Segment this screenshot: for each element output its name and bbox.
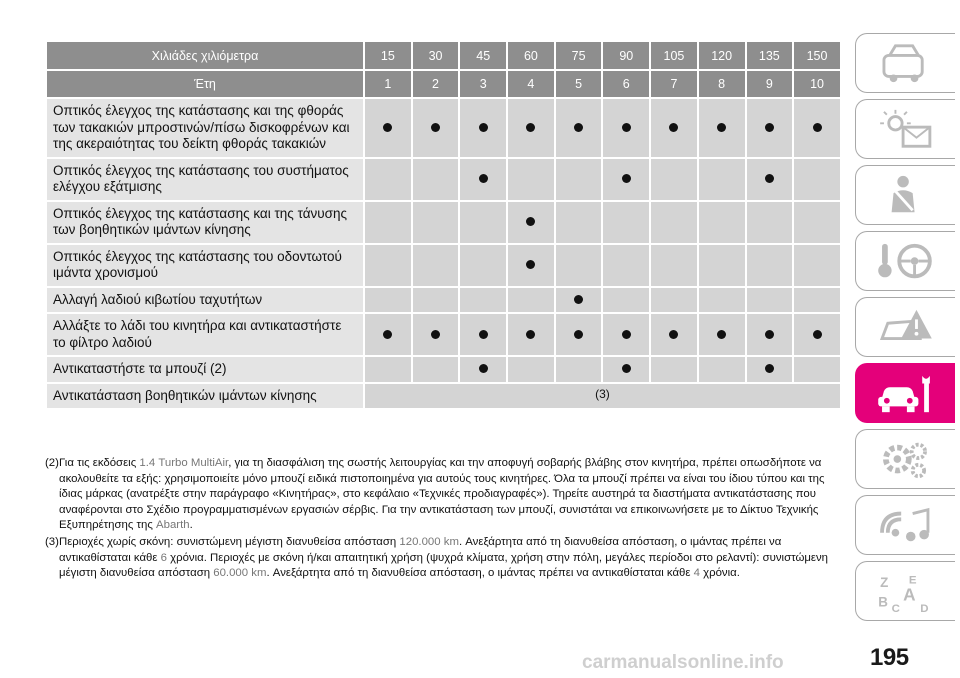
interval-cell-empty: [459, 287, 507, 314]
mileage-header-row: [46, 41, 841, 70]
year-cell: 1: [364, 70, 412, 98]
operation-label: Οπτικός έλεγχος της κατάστασης και της τάνυσης των βοηθητικών ιμάντων κίνησης: [46, 201, 364, 244]
operation-label: Οπτικός έλεγχος της κατάστασης και της φθοράς των τακακιών μπροστινών/πίσω δισκοφρένων και της ακεραιότητας του δείκτη φθοράς τακακιών: [46, 98, 364, 158]
interval-cell-empty: [793, 201, 841, 244]
svg-text:A: A: [903, 584, 916, 605]
service-dot-icon: [717, 123, 726, 132]
interval-cell-empty: [364, 356, 412, 383]
interval-cell-required: [793, 98, 841, 158]
year-cell: 10: [793, 70, 841, 98]
seatbelt-safety-icon: [870, 174, 940, 218]
year-cell: 2: [412, 70, 460, 98]
footnote: [45, 535, 840, 582]
service-dot-icon: [765, 330, 774, 339]
table-row: [46, 383, 841, 410]
service-dot-icon: [622, 123, 631, 132]
service-dot-icon: [526, 123, 535, 132]
table-row: [46, 356, 841, 383]
interval-cell-required: [793, 313, 841, 356]
car-dashboard-icon: [870, 42, 940, 86]
interval-cell-empty: [507, 158, 555, 201]
interval-cell-required: [412, 313, 460, 356]
service-dot-icon: [526, 217, 535, 226]
alphabetical-index-icon: [870, 570, 940, 614]
interval-cell-required: [507, 98, 555, 158]
interval-cell-required: [555, 287, 603, 314]
interval-cell-required: [602, 98, 650, 158]
table-row: [46, 158, 841, 201]
mileage-cell: 15: [364, 41, 412, 70]
interval-cell-empty: [602, 287, 650, 314]
service-dot-icon: [383, 330, 392, 339]
footnote-ref: (3): [45, 535, 59, 548]
interval-cell-empty: [698, 356, 746, 383]
service-dot-icon: [479, 330, 488, 339]
chapter-tab[interactable]: [855, 561, 955, 621]
interval-cell-empty: [746, 244, 794, 287]
table-row: [46, 98, 841, 158]
interval-cell-required: [602, 356, 650, 383]
year-cell: 6: [602, 70, 650, 98]
interval-cell-empty: [555, 244, 603, 287]
page-number: 195: [870, 644, 909, 671]
interval-cell-required: [459, 98, 507, 158]
service-dot-icon: [622, 174, 631, 183]
interval-cell-required: [602, 158, 650, 201]
interval-cell-required: [459, 313, 507, 356]
interval-cell-empty: [364, 244, 412, 287]
year-cell: 4: [507, 70, 555, 98]
interval-cell-required: [698, 313, 746, 356]
operation-label: Οπτικός έλεγχος της κατάστασης του συστήματος ελέγχου εξάτμισης: [46, 158, 364, 201]
interval-cell-required: [364, 98, 412, 158]
service-dot-icon: [479, 123, 488, 132]
service-dot-icon: [622, 330, 631, 339]
table-row: [46, 201, 841, 244]
chapter-tab[interactable]: [855, 495, 955, 555]
interval-cell-empty: [459, 201, 507, 244]
interval-cell-required: [507, 244, 555, 287]
interval-note-cell: (3): [364, 383, 841, 410]
year-cell: 3: [459, 70, 507, 98]
mileage-cell: 60: [507, 41, 555, 70]
service-dot-icon: [574, 295, 583, 304]
interval-cell-empty: [650, 287, 698, 314]
chapter-tab[interactable]: [855, 429, 955, 489]
interval-cell-empty: [793, 356, 841, 383]
operation-label: Αλλάξτε το λάδι του κινητήρα και αντικαταστήστε το φίλτρο λαδιού: [46, 313, 364, 356]
chapter-tab[interactable]: [855, 99, 955, 159]
interval-cell-empty: [555, 201, 603, 244]
chapter-tab[interactable]: [855, 33, 955, 93]
interval-cell-empty: [698, 287, 746, 314]
interval-cell-empty: [412, 287, 460, 314]
year-cell: 7: [650, 70, 698, 98]
interval-cell-required: [650, 313, 698, 356]
interval-cell-required: [507, 201, 555, 244]
table-row: [46, 287, 841, 314]
interval-cell-empty: [650, 244, 698, 287]
service-dot-icon: [813, 123, 822, 132]
chapter-tab[interactable]: [855, 165, 955, 225]
interval-cell-empty: [746, 287, 794, 314]
mileage-cell: 75: [555, 41, 603, 70]
service-dot-icon: [765, 174, 774, 183]
interval-cell-empty: [412, 201, 460, 244]
svg-text:Z: Z: [880, 575, 889, 591]
interval-cell-empty: [650, 158, 698, 201]
operation-label: Αντικατάσταση βοηθητικών ιμάντων κίνησης: [46, 383, 364, 410]
mileage-cell: 105: [650, 41, 698, 70]
mileage-cell: 90: [602, 41, 650, 70]
mileage-cell: 30: [412, 41, 460, 70]
interval-cell-empty: [459, 244, 507, 287]
interval-cell-required: [746, 158, 794, 201]
interval-cell-required: [746, 98, 794, 158]
car-maintenance-wrench-icon: [870, 372, 940, 416]
interval-cell-empty: [507, 287, 555, 314]
interval-cell-empty: [650, 201, 698, 244]
service-dot-icon: [813, 330, 822, 339]
maintenance-rows: [46, 98, 841, 409]
year-cell: 9: [746, 70, 794, 98]
interval-cell-empty: [364, 201, 412, 244]
svg-text:C: C: [891, 603, 900, 614]
service-dot-icon: [431, 330, 440, 339]
service-dot-icon: [622, 364, 631, 373]
interval-cell-empty: [364, 158, 412, 201]
service-dot-icon: [765, 364, 774, 373]
chapter-tab[interactable]: [855, 297, 955, 357]
operation-label: Αλλαγή λαδιού κιβωτίου ταχυτήτων: [46, 287, 364, 314]
chapter-tab[interactable]: [855, 363, 955, 423]
interval-cell-empty: [650, 356, 698, 383]
interval-cell-required: [602, 313, 650, 356]
interval-cell-empty: [746, 201, 794, 244]
warning-light-message-icon: [870, 108, 940, 152]
footnote-text: Για τις εκδόσεις 1.4 Turbo MultiAir, για τη διασφάλιση της σωστής λειτουργίας και την αποφυγή σοβαρής βλάβης στον κινητήρα, πρέπει οπωσδήποτε να ακολουθείτε τα εξής: χρησιμοποιείτε μόνο μπουζί ειδικά πιστοποιημένα για αυτούς τους κινητήρες. Όλα τα μπουζί πρέπει να είναι του ίδιου τύπου και της ίδιας μάρκας (ανατρέξτε στην παράγραφο «Κινητήρας», στο κεφάλαιο «Τεχνικές προδιαγραφές»). Τηρείτε αυστηρά τα διαστήματα αντικατάστασης που αναφέρονται στο Σχέδιο προγραμματισμένων εργασιών σέρβις. Για την αντικατάσταση των μπουζί, συνιστάται να επικοινωνήσετε με το Δίκτυο Τεχνικής Εξυπηρέτησης της Abarth.: [59, 457, 825, 532]
service-dot-icon: [574, 330, 583, 339]
interval-cell-required: [555, 98, 603, 158]
interval-cell-empty: [698, 158, 746, 201]
service-dot-icon: [479, 174, 488, 183]
maintenance-schedule-table: [45, 40, 842, 410]
interval-cell-empty: [698, 201, 746, 244]
watermark: carmanualsonline.info: [582, 652, 784, 673]
interval-cell-empty: [412, 244, 460, 287]
svg-text:E: E: [908, 574, 917, 587]
car-emergency-icon: [870, 306, 940, 350]
interval-cell-empty: [698, 244, 746, 287]
table-row: [46, 313, 841, 356]
svg-text:D: D: [920, 603, 929, 614]
table-row: [46, 244, 841, 287]
footnote-ref: (2): [45, 457, 59, 469]
mileage-cell: 120: [698, 41, 746, 70]
interval-cell-empty: [793, 287, 841, 314]
service-dot-icon: [574, 123, 583, 132]
years-header-row: [46, 70, 841, 98]
mileage-cell: 45: [459, 41, 507, 70]
footnotes: [45, 456, 840, 583]
key-steering-wheel-icon: [870, 240, 940, 284]
mileage-cell: 150: [793, 41, 841, 70]
interval-cell-required: [746, 356, 794, 383]
interval-cell-required: [698, 98, 746, 158]
interval-cell-required: [364, 313, 412, 356]
interval-cell-required: [650, 98, 698, 158]
gears-technical-data-icon: [870, 438, 940, 482]
years-header-label: Έτη: [46, 70, 364, 98]
interval-cell-required: [555, 313, 603, 356]
chapter-tab[interactable]: [855, 231, 955, 291]
operation-label: Οπτικός έλεγχος της κατάστασης του οδοντωτού ιμάντα χρονισμού: [46, 244, 364, 287]
interval-cell-required: [459, 356, 507, 383]
mileage-header-label: Χιλιάδες χιλιόμετρα: [46, 41, 364, 70]
service-dot-icon: [526, 260, 535, 269]
interval-cell-required: [746, 313, 794, 356]
mileage-cell: 135: [746, 41, 794, 70]
interval-cell-empty: [793, 244, 841, 287]
interval-cell-empty: [602, 201, 650, 244]
interval-cell-required: [459, 158, 507, 201]
interval-cell-required: [507, 313, 555, 356]
interval-cell-required: [412, 98, 460, 158]
operation-label: Αντικαταστήστε τα μπουζί (2): [46, 356, 364, 383]
footnote: [45, 456, 840, 534]
interval-cell-empty: [412, 158, 460, 201]
service-dot-icon: [383, 123, 392, 132]
interval-cell-empty: [793, 158, 841, 201]
year-cell: 5: [555, 70, 603, 98]
interval-cell-empty: [412, 356, 460, 383]
year-cell: 8: [698, 70, 746, 98]
service-dot-icon: [669, 123, 678, 132]
service-dot-icon: [431, 123, 440, 132]
footnote-text: Περιοχές χωρίς σκόνη: συνιστώμενη μέγιστη διανυθείσα απόσταση 120.000 km. Ανεξάρτητα από τη διανυθείσα απόσταση, ο ιμάντας πρέπει να αντικαθίσταται κάθε 6 χρόνια. Περιοχές με σκόνη ή/και απαιτητική χρήση (ψυχρά κλίματα, χρήση στην πόλη, μεγάλες περίοδοι στο ρελαντί): συνιστώμενη μέγιστη διανυθείσα απόσταση 60.000 km. Ανεξάρτητα από τη διανυθείσα απόσταση, ο ιμάντας πρέπει να αντικαθίσταται κάθε 4 χρόνια.: [59, 535, 829, 580]
service-dot-icon: [717, 330, 726, 339]
interval-cell-empty: [602, 244, 650, 287]
interval-cell-empty: [555, 158, 603, 201]
multimedia-icon: [870, 504, 940, 548]
interval-cell-empty: [364, 287, 412, 314]
service-dot-icon: [765, 123, 774, 132]
service-dot-icon: [526, 330, 535, 339]
service-dot-icon: [669, 330, 678, 339]
interval-cell-empty: [555, 356, 603, 383]
service-dot-icon: [479, 364, 488, 373]
interval-cell-empty: [507, 356, 555, 383]
svg-text:B: B: [878, 594, 888, 610]
